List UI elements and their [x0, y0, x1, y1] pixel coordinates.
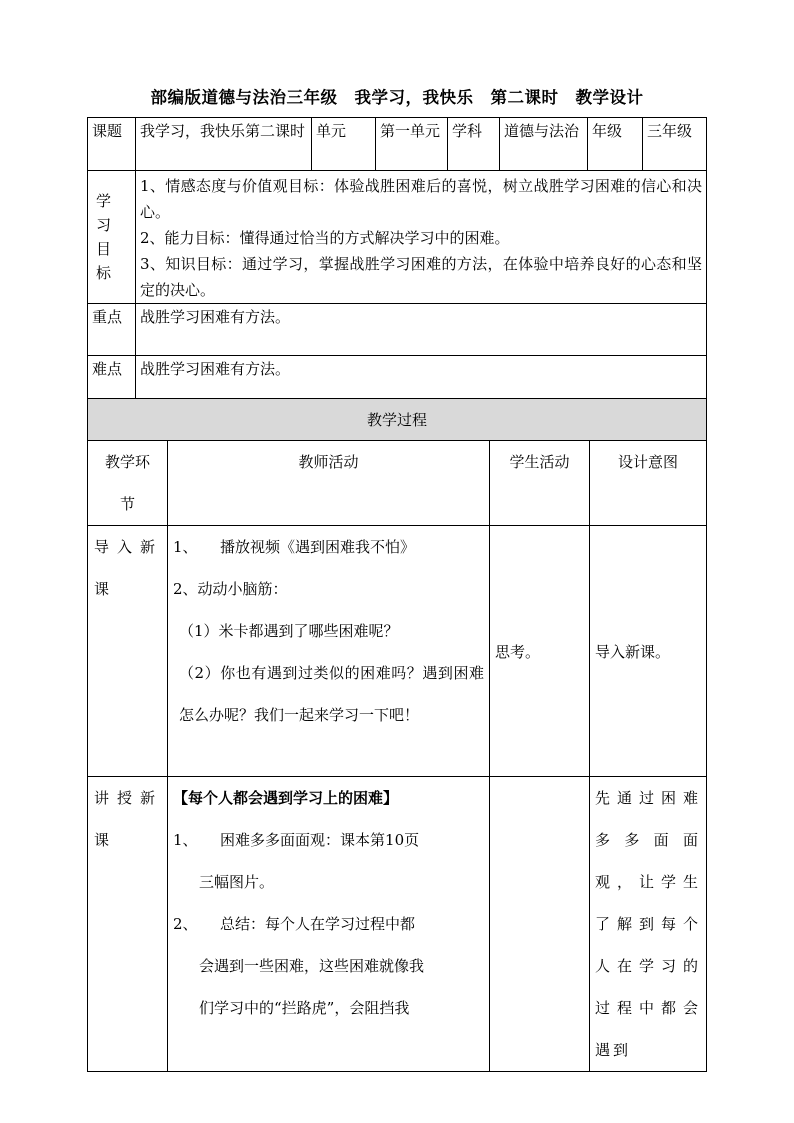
teacher-line: （1）米卡都遇到了哪些困难呢？ — [179, 622, 399, 640]
teacher-line: 1、 播放视频《遇到困难我不怕》 — [173, 538, 416, 556]
stage-intro: 导入新课 — [88, 526, 168, 777]
topic-label: 课题 — [88, 118, 136, 171]
subject-value: 道德与法治 — [500, 118, 588, 171]
difficulty-label: 难点 — [88, 356, 136, 408]
lesson-info-table — [87, 117, 707, 408]
table-row — [88, 777, 707, 1072]
teacher-line: 1、 困难多多面面观：课本第10页 — [173, 831, 420, 849]
student-activity-new-lesson — [490, 777, 590, 1072]
header-intent: 设计意图 — [590, 441, 707, 526]
teacher-line: （2）你也有遇到过类似的困难吗？遇到困难怎么办呢？我们一起来学习一下吧！ — [179, 664, 484, 724]
page-title: 部编版道德与法治三年级 我学习，我快乐 第二课时 教学设计 — [150, 88, 644, 107]
header-student: 学生活动 — [490, 441, 590, 526]
grade-value: 三年级 — [643, 118, 707, 171]
design-intent-intro: 导入新课。 — [590, 526, 707, 777]
unit-label: 单元 — [312, 118, 376, 171]
objective-ability: 2、能力目标：懂得通过恰当的方式解决学习中的困难。 — [140, 229, 510, 247]
header-teacher: 教师活动 — [168, 441, 490, 526]
header-stage: 教学环节 — [88, 441, 168, 526]
key-point-label: 重点 — [88, 304, 136, 356]
subject-label: 学科 — [448, 118, 500, 171]
teacher-line: 们学习中的“拦路虎”，会阻挡我 — [199, 999, 410, 1017]
teacher-line: 三幅图片。 — [199, 873, 275, 891]
objectives-label: 学习目标 — [88, 171, 136, 304]
teacher-line: 2、动动小脑筋： — [173, 580, 288, 598]
teaching-process-table — [87, 398, 707, 1072]
student-activity-intro: 思考。 — [490, 526, 590, 777]
teaching-process-banner: 教学过程 — [88, 399, 707, 441]
teacher-activity-new-lesson — [168, 777, 490, 1072]
stage-new-lesson: 讲授新课 — [88, 777, 168, 1072]
teacher-line: 2、 总结：每个人在学习过程中都 — [173, 915, 416, 933]
section-heading: 【每个人都会遇到学习上的困难】 — [173, 789, 399, 807]
objectives-content — [136, 171, 707, 304]
table-row — [88, 526, 707, 777]
objective-knowledge: 3、知识目标：通过学习，掌握战胜学习困难的方法，在体验中培养良好的心态和坚定的决心。 — [140, 255, 702, 299]
grade-label: 年级 — [588, 118, 643, 171]
teacher-line: 会遇到一些困难，这些困难就像我 — [199, 957, 425, 975]
objective-affective: 1、情感态度与价值观目标：体验战胜困难后的喜悦，树立战胜学习困难的信心和决心。 — [140, 177, 702, 221]
design-intent-new-lesson: 先通过困难多多面面观，让学生了解到每个人在学习的过程中都会遇到 — [590, 777, 707, 1072]
unit-value: 第一单元 — [376, 118, 448, 171]
topic-value: 我学习，我快乐第二课时 — [136, 118, 312, 171]
difficulty-value: 战胜学习困难有方法。 — [136, 356, 707, 408]
teacher-activity-intro — [168, 526, 490, 777]
key-point-value: 战胜学习困难有方法。 — [136, 304, 707, 356]
